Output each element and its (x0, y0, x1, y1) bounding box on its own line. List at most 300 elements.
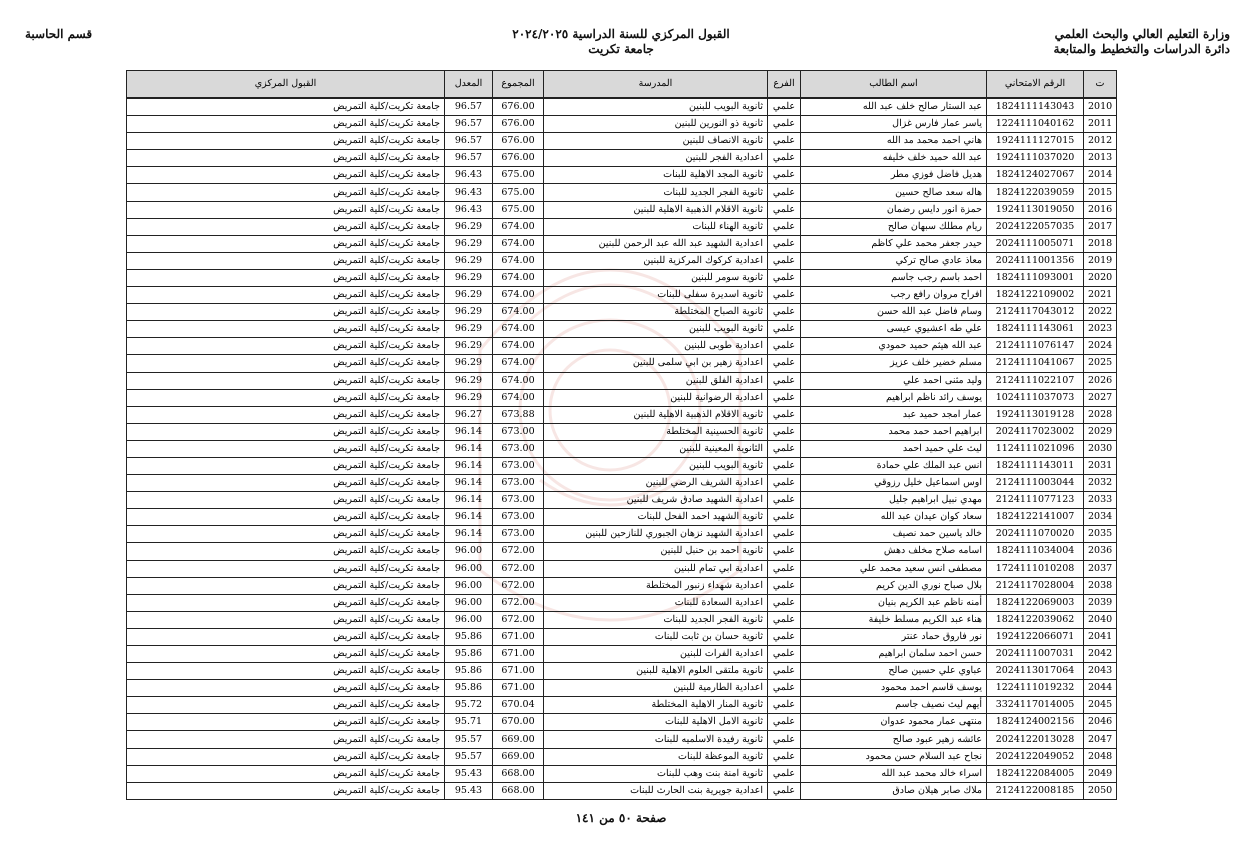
admission-result: جامعة تكريت/كلية التمريض (127, 150, 445, 167)
row-index: 2034 (1084, 509, 1117, 526)
table-row (127, 287, 1117, 304)
table-row (127, 748, 1117, 765)
average: 96.00 (445, 577, 493, 594)
col-header-student-name: اسم الطالب (801, 71, 987, 99)
student-name: ليث علي حميد احمد (801, 440, 987, 457)
table-row (127, 116, 1117, 133)
branch: علمي (768, 218, 801, 235)
document-title (0, 27, 1242, 57)
row-index: 2014 (1084, 167, 1117, 184)
total-score: 674.00 (493, 235, 544, 252)
total-score: 674.00 (493, 389, 544, 406)
row-index: 2015 (1084, 184, 1117, 201)
average: 96.29 (445, 218, 493, 235)
branch: علمي (768, 133, 801, 150)
average: 96.57 (445, 116, 493, 133)
student-name: حمزة انور دايس رضمان (801, 201, 987, 218)
row-index: 2018 (1084, 235, 1117, 252)
exam-number: 1124111021096 (987, 440, 1084, 457)
school-name: ثانوية الاقلام الذهبية الاهلية للبنين (544, 201, 768, 218)
school-name: اعدادية الفرات للبنين (544, 646, 768, 663)
student-name: حسن احمد سلمان ابراهيم (801, 646, 987, 663)
school-name: ثانوية الفجر الجديد للبنات (544, 611, 768, 628)
table-row (127, 663, 1117, 680)
row-index: 2040 (1084, 611, 1117, 628)
student-name: عبد الله هيثم حميد حمودي (801, 338, 987, 355)
exam-number: 2024122057035 (987, 218, 1084, 235)
exam-number: 1924122066071 (987, 628, 1084, 645)
total-score: 676.00 (493, 98, 544, 116)
average: 96.29 (445, 321, 493, 338)
average: 96.29 (445, 338, 493, 355)
average: 95.57 (445, 748, 493, 765)
row-index: 2026 (1084, 372, 1117, 389)
school-name: ثانوية المجد الاهلية للبنات (544, 167, 768, 184)
total-score: 672.00 (493, 577, 544, 594)
row-index: 2020 (1084, 269, 1117, 286)
admission-result: جامعة تكريت/كلية التمريض (127, 184, 445, 201)
average: 96.57 (445, 98, 493, 116)
total-score: 669.00 (493, 748, 544, 765)
exam-number: 1924113019128 (987, 406, 1084, 423)
table-row (127, 150, 1117, 167)
student-name: وسام فاضل عبد الله حسن (801, 304, 987, 321)
school-name: ثانوية احمد بن حنبل للبنين (544, 543, 768, 560)
average: 96.14 (445, 440, 493, 457)
row-index: 2029 (1084, 423, 1117, 440)
branch: علمي (768, 611, 801, 628)
total-score: 670.00 (493, 714, 544, 731)
admission-result: جامعة تكريت/كلية التمريض (127, 509, 445, 526)
admission-result: جامعة تكريت/كلية التمريض (127, 611, 445, 628)
table-row (127, 509, 1117, 526)
table-row (127, 628, 1117, 645)
row-index: 2012 (1084, 133, 1117, 150)
table-row (127, 184, 1117, 201)
average: 95.86 (445, 680, 493, 697)
student-name: ملاك صابر هيلان صادق (801, 782, 987, 799)
exam-number: 2124111077123 (987, 492, 1084, 509)
total-score: 676.00 (493, 150, 544, 167)
branch: علمي (768, 321, 801, 338)
exam-number: 1824111143043 (987, 98, 1084, 116)
branch: علمي (768, 475, 801, 492)
row-index: 2038 (1084, 577, 1117, 594)
school-name: اعدادية شهداء زنبور المختلطة (544, 577, 768, 594)
row-index: 2037 (1084, 560, 1117, 577)
admission-result: جامعة تكريت/كلية التمريض (127, 116, 445, 133)
school-name: ثانوية حسان بن ثابت للبنات (544, 628, 768, 645)
col-header-index: ت (1084, 71, 1117, 99)
admission-result: جامعة تكريت/كلية التمريض (127, 355, 445, 372)
row-index: 2021 (1084, 287, 1117, 304)
student-name: أمنه ناظم عبد الكريم بنيان (801, 594, 987, 611)
school-name: ثانوية البويب للبنين (544, 98, 768, 116)
student-name: يوسف قاسم احمد محمود (801, 680, 987, 697)
row-index: 2027 (1084, 389, 1117, 406)
average: 96.29 (445, 304, 493, 321)
row-index: 2035 (1084, 526, 1117, 543)
average: 96.27 (445, 406, 493, 423)
school-name: ثانوية الامل الاهلية للبنات (544, 714, 768, 731)
branch: علمي (768, 509, 801, 526)
admission-result: جامعة تكريت/كلية التمريض (127, 389, 445, 406)
table-row (127, 577, 1117, 594)
table-row (127, 304, 1117, 321)
table-row (127, 372, 1117, 389)
average: 96.00 (445, 560, 493, 577)
average: 96.29 (445, 287, 493, 304)
student-name: علي طه اعشيوي عيسى (801, 321, 987, 338)
student-name: عائشه زهير عبود صالح (801, 731, 987, 748)
average: 96.00 (445, 594, 493, 611)
table-row (127, 440, 1117, 457)
exam-number: 2124111022107 (987, 372, 1084, 389)
exam-number: 1924113019050 (987, 201, 1084, 218)
school-name: اعدادية الشهيد عبد الله عبد الرحمن للبنين (544, 235, 768, 252)
total-score: 669.00 (493, 731, 544, 748)
total-score: 673.00 (493, 440, 544, 457)
admission-result: جامعة تكريت/كلية التمريض (127, 133, 445, 150)
total-score: 671.00 (493, 663, 544, 680)
table-row (127, 321, 1117, 338)
branch: علمي (768, 748, 801, 765)
total-score: 674.00 (493, 304, 544, 321)
branch: علمي (768, 338, 801, 355)
total-score: 674.00 (493, 287, 544, 304)
branch: علمي (768, 697, 801, 714)
total-score: 673.00 (493, 492, 544, 509)
row-index: 2050 (1084, 782, 1117, 799)
school-name: اعدادية الشريف الرضي للبنين (544, 475, 768, 492)
branch: علمي (768, 628, 801, 645)
table-row (127, 406, 1117, 423)
row-index: 2045 (1084, 697, 1117, 714)
exam-number: 1824122084005 (987, 765, 1084, 782)
average: 96.29 (445, 355, 493, 372)
exam-number: 1924111127015 (987, 133, 1084, 150)
school-name: ثانوية الشهيد احمد الفحل للبنات (544, 509, 768, 526)
exam-number: 1224111040162 (987, 116, 1084, 133)
row-index: 2039 (1084, 594, 1117, 611)
exam-number: 2124111003044 (987, 475, 1084, 492)
col-header-school: المدرسة (544, 71, 768, 99)
student-name: عباوي علي حسين صالح (801, 663, 987, 680)
total-score: 674.00 (493, 372, 544, 389)
branch: علمي (768, 287, 801, 304)
row-index: 2043 (1084, 663, 1117, 680)
student-name: عبد الله حميد خلف خليفه (801, 150, 987, 167)
student-name: مسلم خضير خلف عزيز (801, 355, 987, 372)
col-header-total: المجموع (493, 71, 544, 99)
average: 95.86 (445, 628, 493, 645)
school-name: اعدادية طوبى للبنين (544, 338, 768, 355)
admission-result: جامعة تكريت/كلية التمريض (127, 457, 445, 474)
student-name: معاذ عادي صالح تركي (801, 252, 987, 269)
student-name: ابراهيم احمد حمد محمد (801, 423, 987, 440)
admission-result: جامعة تكريت/كلية التمريض (127, 594, 445, 611)
school-name: اعدادية الشهيد نزهان الجبوري للنازحين للبنين (544, 526, 768, 543)
branch: علمي (768, 526, 801, 543)
average: 96.29 (445, 252, 493, 269)
branch: علمي (768, 201, 801, 218)
total-score: 673.00 (493, 526, 544, 543)
table-row (127, 714, 1117, 731)
average: 96.14 (445, 492, 493, 509)
total-score: 673.00 (493, 475, 544, 492)
table-row (127, 389, 1117, 406)
admission-result: جامعة تكريت/كلية التمريض (127, 697, 445, 714)
admission-result: جامعة تكريت/كلية التمريض (127, 646, 445, 663)
row-index: 2025 (1084, 355, 1117, 372)
school-name: اعدادية الفلق للبنين (544, 372, 768, 389)
total-score: 675.00 (493, 167, 544, 184)
school-name: ثانوية اسديرة سفلى للبنات (544, 287, 768, 304)
row-index: 2042 (1084, 646, 1117, 663)
average: 96.29 (445, 269, 493, 286)
exam-number: 2024111001356 (987, 252, 1084, 269)
student-name: نور فاروق حماد عنتر (801, 628, 987, 645)
branch: علمي (768, 355, 801, 372)
admission-result: جامعة تكريت/كلية التمريض (127, 731, 445, 748)
admission-result: جامعة تكريت/كلية التمريض (127, 287, 445, 304)
exam-number: 2024113017064 (987, 663, 1084, 680)
row-index: 2033 (1084, 492, 1117, 509)
student-name: خالد ياسين حمد نصيف (801, 526, 987, 543)
average: 96.14 (445, 475, 493, 492)
page-number: صفحة ٥٠ من ١٤١ (575, 811, 667, 825)
total-score: 668.00 (493, 765, 544, 782)
branch: علمي (768, 543, 801, 560)
table-header-row (127, 71, 1117, 99)
total-score: 670.04 (493, 697, 544, 714)
exam-number: 1824111034004 (987, 543, 1084, 560)
total-score: 674.00 (493, 218, 544, 235)
school-name: اعدادية ابي تمام للبنين (544, 560, 768, 577)
admission-result: جامعة تكريت/كلية التمريض (127, 628, 445, 645)
admission-title: القبول المركزي للسنة الدراسية ٢٠٢٤/٢٠٢٥ (512, 27, 730, 41)
student-name: بلال صباح نوري الدين كريم (801, 577, 987, 594)
table-row (127, 355, 1117, 372)
branch: علمي (768, 663, 801, 680)
total-score: 672.00 (493, 543, 544, 560)
average: 96.29 (445, 389, 493, 406)
exam-number: 1824111093001 (987, 269, 1084, 286)
exam-number: 2024111005071 (987, 235, 1084, 252)
admission-result: جامعة تكريت/كلية التمريض (127, 714, 445, 731)
admission-result: جامعة تكريت/كلية التمريض (127, 475, 445, 492)
col-header-average: المعدل (445, 71, 493, 99)
total-score: 671.00 (493, 646, 544, 663)
table-row (127, 560, 1117, 577)
row-index: 2036 (1084, 543, 1117, 560)
row-index: 2031 (1084, 457, 1117, 474)
row-index: 2013 (1084, 150, 1117, 167)
branch: علمي (768, 731, 801, 748)
school-name: اعدادية جويرية بنت الحارث للبنات (544, 782, 768, 799)
row-index: 2049 (1084, 765, 1117, 782)
table-row (127, 133, 1117, 150)
admission-result: جامعة تكريت/كلية التمريض (127, 492, 445, 509)
total-score: 673.00 (493, 457, 544, 474)
average: 96.00 (445, 611, 493, 628)
table-row (127, 201, 1117, 218)
table-row (127, 269, 1117, 286)
school-name: ثانوية البويب للبنين (544, 457, 768, 474)
table-row (127, 218, 1117, 235)
admission-result: جامعة تكريت/كلية التمريض (127, 201, 445, 218)
school-name: اعدادية كركوك المركزية للبنين (544, 252, 768, 269)
branch: علمي (768, 235, 801, 252)
total-score: 672.00 (493, 560, 544, 577)
average: 96.14 (445, 509, 493, 526)
table-row (127, 98, 1117, 116)
table-body (127, 98, 1117, 799)
school-name: اعدادية الفجر للبنين (544, 150, 768, 167)
student-name: اسراء خالد محمد عبد الله (801, 765, 987, 782)
total-score: 674.00 (493, 269, 544, 286)
admission-result: جامعة تكريت/كلية التمريض (127, 167, 445, 184)
admission-result: جامعة تكريت/كلية التمريض (127, 680, 445, 697)
row-index: 2019 (1084, 252, 1117, 269)
total-score: 673.88 (493, 406, 544, 423)
student-name: ريام مطلك سبهان صالح (801, 218, 987, 235)
table-row (127, 492, 1117, 509)
table-row (127, 646, 1117, 663)
row-index: 2011 (1084, 116, 1117, 133)
average: 95.86 (445, 646, 493, 663)
total-score: 674.00 (493, 252, 544, 269)
branch: علمي (768, 680, 801, 697)
total-score: 673.00 (493, 509, 544, 526)
total-score: 672.00 (493, 611, 544, 628)
row-index: 2024 (1084, 338, 1117, 355)
student-name: هاني احمد محمد مد الله (801, 133, 987, 150)
branch: علمي (768, 184, 801, 201)
school-name: اعدادية الرضوانية للبنين (544, 389, 768, 406)
average: 96.43 (445, 184, 493, 201)
total-score: 675.00 (493, 201, 544, 218)
average: 95.86 (445, 663, 493, 680)
total-score: 674.00 (493, 338, 544, 355)
exam-number: 2024111070020 (987, 526, 1084, 543)
branch: علمي (768, 372, 801, 389)
exam-number: 1924111037020 (987, 150, 1084, 167)
student-name: عمار امجد حميد عبد (801, 406, 987, 423)
admission-result: جامعة تكريت/كلية التمريض (127, 338, 445, 355)
table-row (127, 782, 1117, 799)
student-name: اسامه صلاح مخلف دهش (801, 543, 987, 560)
admission-result: جامعة تكريت/كلية التمريض (127, 235, 445, 252)
student-name: أيهم ليث نصيف جاسم (801, 697, 987, 714)
branch: علمي (768, 406, 801, 423)
branch: علمي (768, 457, 801, 474)
exam-number: 2124111041067 (987, 355, 1084, 372)
admission-result: جامعة تكريت/كلية التمريض (127, 252, 445, 269)
table-row (127, 338, 1117, 355)
exam-number: 1724111010208 (987, 560, 1084, 577)
branch: علمي (768, 782, 801, 799)
table-row (127, 457, 1117, 474)
exam-number: 3324117014005 (987, 697, 1084, 714)
student-name: سعاد كوان عيدان عبد الله (801, 509, 987, 526)
school-name: ثانوية الموعظة للبنات (544, 748, 768, 765)
table-row (127, 167, 1117, 184)
student-name: اوس اسماعيل خليل رزوقي (801, 475, 987, 492)
student-name: احمد باسم رجب جاسم (801, 269, 987, 286)
branch: علمي (768, 492, 801, 509)
admission-result: جامعة تكريت/كلية التمريض (127, 782, 445, 799)
branch: علمي (768, 304, 801, 321)
table-row (127, 765, 1117, 782)
row-index: 2032 (1084, 475, 1117, 492)
school-name: ثانوية امنة بنت وهب للبنات (544, 765, 768, 782)
average: 96.14 (445, 423, 493, 440)
average: 96.57 (445, 133, 493, 150)
exam-number: 1824122141007 (987, 509, 1084, 526)
row-index: 2046 (1084, 714, 1117, 731)
total-score: 672.00 (493, 594, 544, 611)
school-name: ثانوية الحسينية المختلطة (544, 423, 768, 440)
row-index: 2017 (1084, 218, 1117, 235)
branch: علمي (768, 646, 801, 663)
row-index: 2044 (1084, 680, 1117, 697)
total-score: 671.00 (493, 680, 544, 697)
branch: علمي (768, 440, 801, 457)
student-name: هديل فاضل فوزي مطر (801, 167, 987, 184)
admission-result: جامعة تكريت/كلية التمريض (127, 372, 445, 389)
exam-number: 1824122069003 (987, 594, 1084, 611)
branch: علمي (768, 765, 801, 782)
row-index: 2010 (1084, 98, 1117, 116)
row-index: 2016 (1084, 201, 1117, 218)
table-row (127, 543, 1117, 560)
exam-number: 2024122013028 (987, 731, 1084, 748)
row-index: 2028 (1084, 406, 1117, 423)
table-row (127, 594, 1117, 611)
branch: علمي (768, 167, 801, 184)
total-score: 674.00 (493, 321, 544, 338)
exam-number: 1824124002156 (987, 714, 1084, 731)
admission-result: جامعة تكريت/كلية التمريض (127, 748, 445, 765)
branch: علمي (768, 714, 801, 731)
table-row (127, 252, 1117, 269)
student-name: افراح مروان رافع رجب (801, 287, 987, 304)
admission-result: جامعة تكريت/كلية التمريض (127, 321, 445, 338)
admission-table (126, 70, 1117, 800)
row-index: 2047 (1084, 731, 1117, 748)
branch: علمي (768, 252, 801, 269)
total-score: 675.00 (493, 184, 544, 201)
student-name: يوسف رائد ناظم ابراهيم (801, 389, 987, 406)
branch: علمي (768, 269, 801, 286)
student-name: منتهى عمار محمود عدوان (801, 714, 987, 731)
admission-result: جامعة تكريت/كلية التمريض (127, 269, 445, 286)
row-index: 2048 (1084, 748, 1117, 765)
exam-number: 1824122039062 (987, 611, 1084, 628)
admission-result: جامعة تكريت/كلية التمريض (127, 304, 445, 321)
student-name: مصطفى انس سعيد محمد علي (801, 560, 987, 577)
branch: علمي (768, 423, 801, 440)
school-name: اعدادية السعادة للبنات (544, 594, 768, 611)
school-name: ثانوية الفجر الجديد للبنات (544, 184, 768, 201)
student-name: عبد الستار صالح خلف عبد الله (801, 98, 987, 116)
total-score: 676.00 (493, 116, 544, 133)
col-header-admission: القبول المركزي (127, 71, 445, 99)
average: 96.29 (445, 235, 493, 252)
col-header-branch: الفرع (768, 71, 801, 99)
branch: علمي (768, 560, 801, 577)
